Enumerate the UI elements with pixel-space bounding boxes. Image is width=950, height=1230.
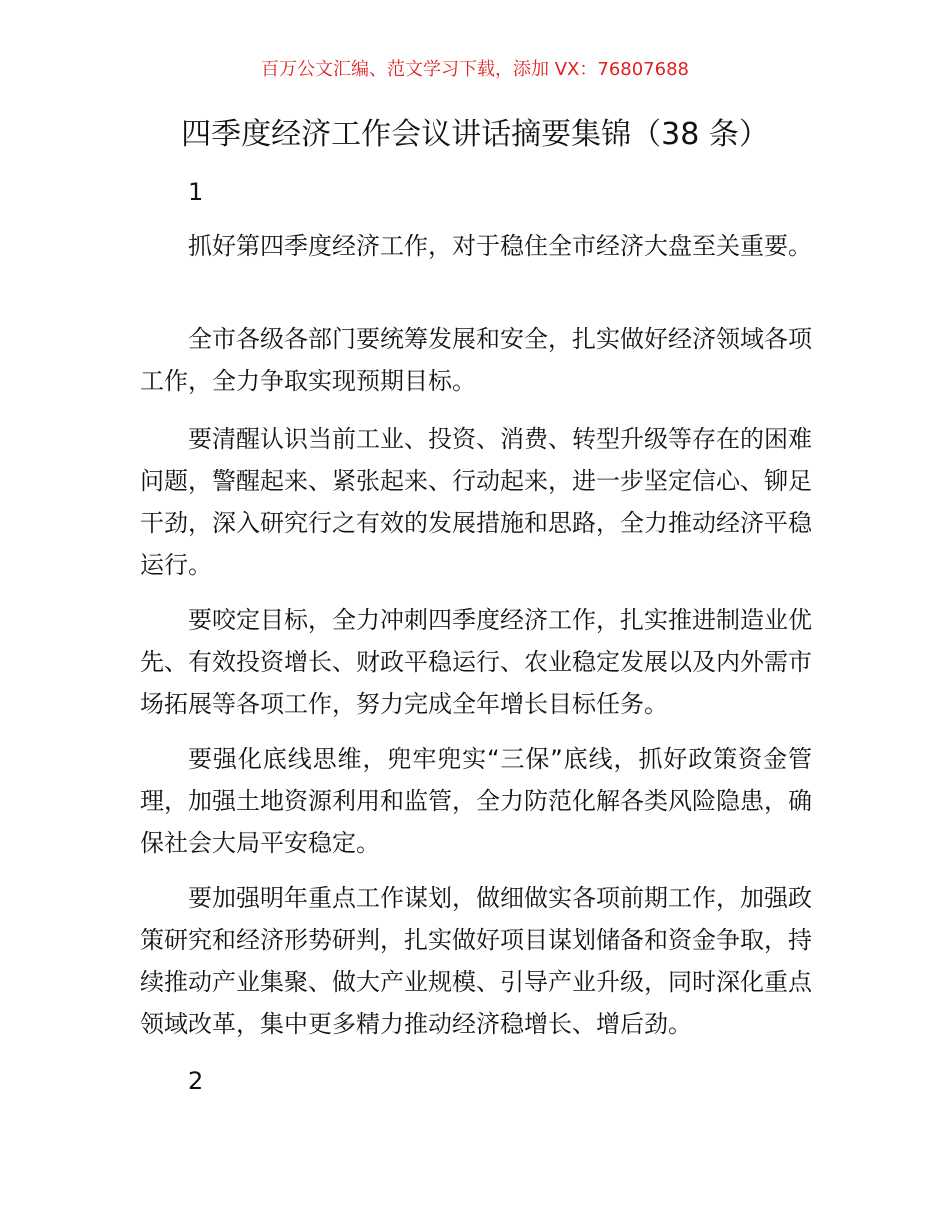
section-number-2: 2 xyxy=(188,1067,204,1095)
paragraph-1-5: 要强化底线思维，兜牢兜实“三保”底线，抓好政策资金管理，加强土地资源利用和监管，全力防范化解各类风险隐患，确保社会大局平安稳定。 xyxy=(140,745,812,857)
paragraph-1-4: 要咬定目标，全力冲刺四季度经济工作，扎实推进制造业优先、有效投资增长、财政平稳运行、农业稳定发展以及内外需市场拓展等各项工作，努力完成全年增长目标任务。 xyxy=(140,606,812,718)
watermark-header: 百万公文汇编、范文学习下载，添加 VX：76807688 xyxy=(261,59,689,80)
document-title: 四季度经济工作会议讲话摘要集锦（38 条） xyxy=(181,117,769,152)
paragraph-1-6: 要加强明年重点工作谋划，做细做实各项前期工作，加强政策研究和经济形势研判，扎实做好项目谋划储备和资金争取，持续推动产业集聚、做大产业规模、引导产业升级，同时深化重点领域改革，集中更多精力推动经济稳增长、增后劲。 xyxy=(140,884,812,1038)
paragraph-1-3: 要清醒认识当前工业、投资、消费、转型升级等存在的困难问题，警醒起来、紧张起来、行动起来，进一步坚定信心、铆足干劲，深入研究行之有效的发展措施和思路，全力推动经济平稳运行。 xyxy=(140,425,812,579)
section-number-1: 1 xyxy=(188,178,204,206)
paragraph-1-1: 抓好第四季度经济工作，对于稳住全市经济大盘至关重要。 xyxy=(188,232,812,260)
paragraph-1-2: 全市各级各部门要统筹发展和安全，扎实做好经济领域各项工作，全力争取实现预期目标。 xyxy=(140,325,812,395)
